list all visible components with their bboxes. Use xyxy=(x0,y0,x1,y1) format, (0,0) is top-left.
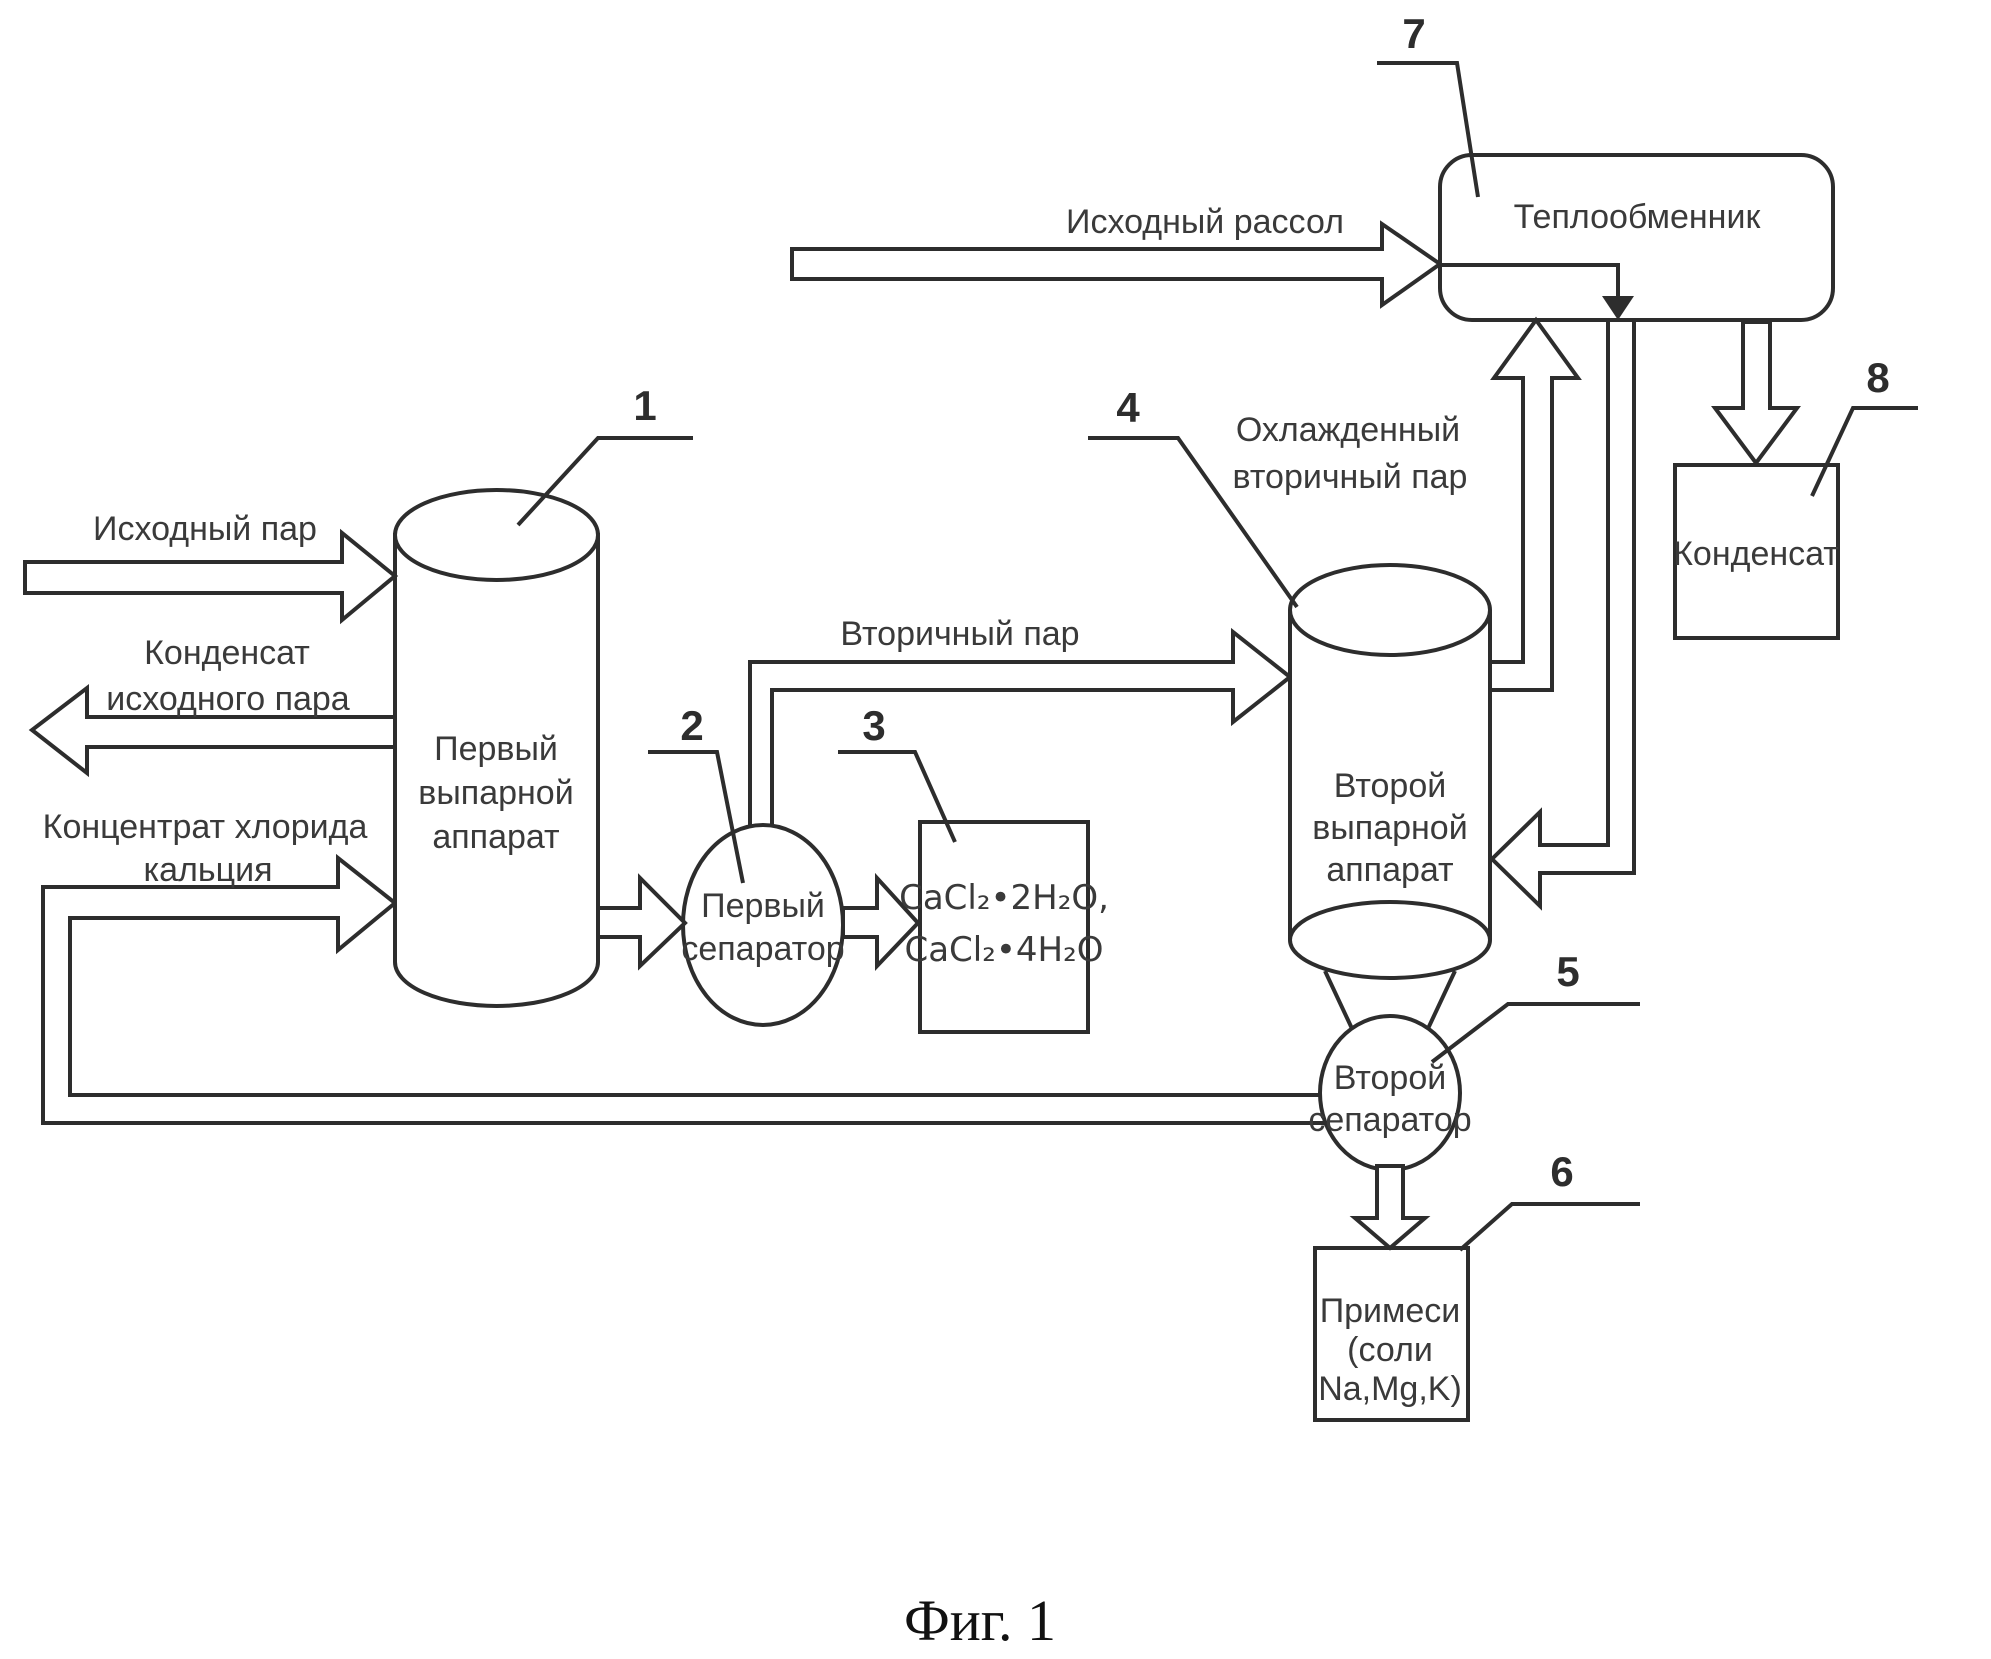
brine-to-evaporator2-pipe-arrow xyxy=(1492,320,1634,906)
evaporator2-top xyxy=(1290,565,1490,655)
evaporator2-label-line3: аппарат xyxy=(1326,851,1454,889)
ref-number-5: 5 xyxy=(1556,948,1580,995)
separator2-label-line1: Второй xyxy=(1333,1059,1447,1097)
evaporator2-bottom xyxy=(1290,902,1490,978)
impurities-label-line1: Примеси xyxy=(1319,1292,1461,1330)
initial-steam-label: Исходный пар xyxy=(93,510,317,548)
cacl2-concentrate-label xyxy=(43,808,368,889)
product-formula-line2: CaCl₂•4H₂O xyxy=(904,930,1104,970)
ref-number-7: 7 xyxy=(1402,10,1426,57)
impurities-label-line3: Na,Mg,K) xyxy=(1318,1370,1462,1408)
secondary-steam-label: Вторичный пар xyxy=(840,615,1080,653)
cacl2-concentrate-line2: кальция xyxy=(143,851,273,889)
product-box xyxy=(920,822,1088,1032)
evaporator2-funnel-left xyxy=(1325,971,1355,1035)
figure-caption: Фиг. 1 xyxy=(903,1588,1057,1653)
cooled-secondary-steam-label xyxy=(1233,411,1468,496)
separator1-label-line2: сепаратор xyxy=(681,930,845,968)
evaporator1-body xyxy=(395,535,598,1006)
evaporator2-label-line2: выпарной xyxy=(1312,809,1468,847)
evaporator1-label-line2: выпарной xyxy=(418,774,574,812)
separator1-vessel xyxy=(683,825,843,1025)
condensate-box-label: Конденсат xyxy=(1673,535,1839,573)
secondary-steam-pipe-arrow xyxy=(750,632,1290,842)
evaporator2-label xyxy=(1312,767,1467,889)
separator2-label-line2: сепаратор xyxy=(1308,1101,1472,1139)
ref-number-2: 2 xyxy=(680,702,704,749)
evaporator2-funnel-right xyxy=(1425,971,1455,1035)
leader-5 xyxy=(1432,1004,1640,1062)
initial-steam-condensate-label xyxy=(106,634,350,718)
heat-exchanger-label: Теплообменник xyxy=(1513,198,1761,236)
ref-number-4: 4 xyxy=(1116,384,1140,431)
product-formula-line1: CaCl₂•2H₂O, xyxy=(899,878,1109,918)
evaporator1-label-line1: Первый xyxy=(434,730,558,768)
heat-exchanger-box xyxy=(1440,155,1833,320)
heat-exchanger-to-condensate-arrow xyxy=(1715,322,1797,463)
evaporator2-label-line1: Второй xyxy=(1333,767,1447,805)
initial-brine-label: Исходный рассол xyxy=(1066,203,1344,241)
ref-number-6: 6 xyxy=(1550,1148,1574,1195)
cacl2-concentrate-line1: Концентрат хлорида xyxy=(42,808,368,846)
leader-6 xyxy=(1460,1204,1640,1250)
separator2-to-impurities-arrow xyxy=(1355,1166,1425,1248)
initial-steam-condensate-line2: исходного пара xyxy=(106,680,350,718)
evaporator1-label xyxy=(418,730,573,856)
evaporator1-label-line3: аппарат xyxy=(432,818,560,856)
separator1-label-line1: Первый xyxy=(701,887,825,925)
ref-number-8: 8 xyxy=(1866,354,1890,401)
ref-number-3: 3 xyxy=(862,702,886,749)
cooled-secondary-steam-line1: Охлажденный xyxy=(1235,411,1461,449)
cooled-secondary-steam-line2: вторичный пар xyxy=(1232,458,1468,496)
impurities-label-line2: (соли xyxy=(1347,1331,1433,1369)
ref-number-1: 1 xyxy=(633,382,657,429)
evaporator1-top xyxy=(395,490,598,580)
initial-steam-condensate-line1: Конденсат xyxy=(144,634,310,672)
evaporator1-to-separator1-arrow xyxy=(598,878,685,966)
cooled-secondary-steam-up-arrow xyxy=(1490,320,1578,690)
